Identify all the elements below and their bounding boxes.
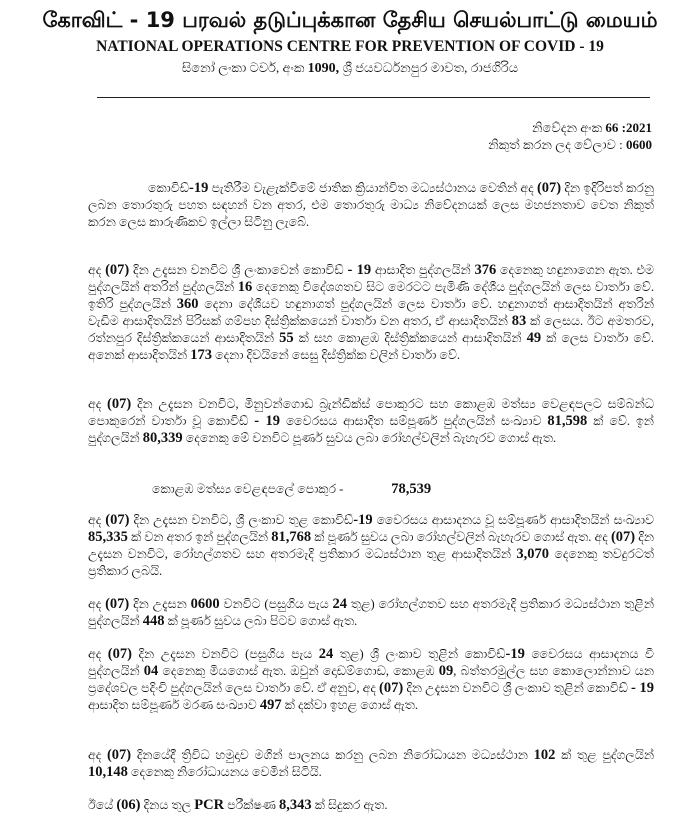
cluster-row — [152, 481, 431, 498]
header-title-english: NATIONAL OPERATIONS CENTRE FOR PREVENTION OF COVID - 19 — [96, 38, 604, 55]
highlighted-figure: (07) — [105, 596, 130, 612]
paragraph-text: ක් ලෙස වාර්තා වේ. අනෙක් ආසාදිතයින් — [88, 331, 655, 362]
paragraph-text: වෛරසය ආසාදිත සම්පූර්ණ පුද්ගලයින් සංඛ්‍යාව — [280, 414, 548, 428]
paragraph-text: දින උදැසන වනවිට, ශ්‍රී ලංකාව තුළ කොවිඩ් — [129, 513, 354, 527]
paragraph-text: දෙනෙකු තවදුරටත් ප්‍රතිකාර ලබයි. — [88, 547, 654, 578]
paragraph-text: දින උදැසන වනවිට ශ්‍රී ලංකාවෙන් කොවිඩ් — [129, 263, 348, 277]
paragraph-text: දෙනෙකු නිරෝධායනය වෙමින් සිටියි. — [127, 765, 322, 779]
header-address — [0, 60, 700, 77]
paragraph-recoveries — [88, 596, 654, 630]
paragraph-text: ආසාදිත සම්පූර්ණ මරණ සංඛ්‍යාව — [88, 698, 260, 712]
highlighted-figure: 49 — [526, 330, 542, 346]
highlighted-figure: (07) — [107, 646, 132, 662]
paragraph-text: ඊයේ — [88, 798, 117, 812]
highlighted-figure: PCR — [194, 797, 225, 813]
paragraph-total-cases — [88, 512, 654, 580]
paragraph-text: දින උදැසන — [129, 597, 191, 611]
paragraph-text: තුළ) ශ්‍රී ලංකාව තුළින් කොවිඩ් — [333, 647, 506, 661]
paragraph-text: පරීක්ෂණ — [224, 798, 279, 812]
paragraph-text: වෛරසය ආසාදනය වී පුද්ගලයින් — [88, 647, 654, 678]
paragraph-text: දින උදැසන වනවිට ශ්‍රී ලංකාව තුළින් කොවිඩ් — [403, 681, 632, 695]
paragraph-pcr — [88, 797, 654, 814]
paragraph-intro — [88, 180, 654, 231]
cluster-value: 78,539 — [391, 481, 432, 497]
cluster-label: කොළඹ මත්ස්‍ය වෙළඳපලේ පොකුර - — [152, 482, 344, 496]
highlighted-figure: 24 — [318, 646, 334, 662]
highlighted-figure: (07) — [536, 180, 562, 196]
highlighted-figure: 10,148 — [88, 764, 128, 780]
release-number — [532, 120, 652, 136]
highlighted-figure: 448 — [142, 613, 165, 629]
paragraph-quarantine — [88, 747, 654, 781]
highlighted-figure: 85,335 — [88, 529, 128, 545]
header-title-tamil: கோவிட் - 19 பரவல் தடுப்புக்கான தேசிய செயல்பாட்டு மையம் — [42, 8, 658, 32]
highlighted-figure: 102 — [533, 747, 556, 763]
paragraph-text: වනවිට (පසුගිය පැය — [219, 597, 333, 611]
highlighted-figure: 24 — [332, 596, 348, 612]
header-divider — [97, 97, 650, 98]
highlighted-figure: 173 — [190, 347, 212, 363]
release-value: 66 :2021 — [605, 120, 652, 135]
highlighted-figure: 83 — [511, 313, 527, 329]
highlighted-figure: 80,339 — [142, 430, 183, 446]
address-part: ශ්‍රී ජයවර්ධනපුර මාවත, රාජගිරිය — [342, 60, 519, 75]
highlighted-figure: 81,598 — [547, 413, 588, 429]
paragraph-text: ආසාදිත පුද්ගලයින් — [371, 263, 475, 277]
paragraph-text: ක් වේ. ඉන් පුද්ගලයින් — [88, 414, 654, 445]
highlighted-figure: 3,070 — [516, 546, 549, 562]
highlighted-figure: (07) — [610, 529, 636, 545]
address-number: 1090, — [307, 61, 343, 76]
highlighted-figure: (06) — [116, 797, 141, 813]
paragraph-text: ක් තුළ පුද්ගලයින් — [555, 748, 654, 762]
paragraph-text: ක් සහ කොළඹ දිස්ත්‍රික්කයෙන් ආසාදිතයින් — [293, 331, 527, 345]
highlighted-figure: -19 — [189, 180, 209, 196]
address-part: සිනෝ ලංකා ටවර්, අංක — [181, 60, 308, 75]
paragraph-text: වෛරසය ආසාදනය වූ සම්පූර්ණ ආසාදිතයින් සංඛ්‍යාව — [372, 513, 654, 527]
highlighted-figure: (07) — [105, 512, 130, 528]
paragraph-text: දින උදැසන වනවිට, මිනුවන්ගොඩ බ්‍රැන්ඩික්ස් පොකුරට සහ කොළඹ මත්ස්‍ය වෙළඳපලට සම්බන්ධ පොකුරෙන් වාර්තා වූ කොවිඩ් — [88, 397, 654, 428]
paragraph-text: දෙනා දේශීයව හඳුනාගත් පුද්ගලයින් ලෙස වාර්තා වේ. හඳුනාගත් ආසාදිතයින් අතරින් වැඩිම ආසාදිතයින් පිරිසක් ගම්පහ දිස්ත්‍රික්කයෙන් වාර්තා වන අතර, ඒ ආසාදිතයින් — [88, 297, 655, 328]
highlighted-figure: 04 — [143, 663, 159, 679]
highlighted-figure: (07) — [379, 680, 404, 696]
paragraph-text: ක් සිදුකර ඇත. — [311, 798, 388, 812]
highlighted-figure: - 19 — [347, 262, 372, 278]
time-label: නිකුත් කරන ලද වේලාව : — [488, 137, 626, 152]
paragraph-text: දෙනෙකු හඳුනාගෙන ඇත. එම පුද්ගලයින් අතරින් පුද්ගලයින් — [88, 263, 654, 294]
paragraph-text: දෙනෙකු මියගොස් ඇත. ඔවුන් දොඩම්ගොඩ, කොළඹ — [158, 664, 439, 678]
paragraph-deaths — [88, 646, 654, 714]
paragraph-text: ක් පූර්ණ සුවය ලබා රෝහල්වලින් බැහැරව ගොස් ඇත. අද — [311, 530, 611, 544]
paragraph-text: තුළ) රෝහල්ගතව සහ අතරමැදි ප්‍රතිකාර මධ්‍යස්ථාන තුළින් පුද්ගලයින් — [88, 597, 654, 628]
paragraph-text: දෙනෙකු විදේශගතව සිට මෙරටට පැමිණි දේශීය පුද්ගලයින් ලෙස වාර්තා වේ. ඉතිරි පුද්ගලයින් — [88, 280, 654, 311]
release-time — [488, 137, 652, 153]
highlighted-figure: 0600 — [190, 596, 220, 612]
paragraph-clusters — [88, 396, 654, 447]
highlighted-figure: 360 — [176, 296, 199, 312]
highlighted-figure: 8,343 — [279, 797, 312, 813]
highlighted-figure: 497 — [259, 697, 282, 713]
paragraph-text: දින උදැසන වනවිට, රෝහල්ගතව සහ අතරමැදි ප්‍රතිකාර මධ්‍යස්ථාන තුළ ආසාදිතයින් — [88, 530, 654, 561]
highlighted-figure: - 19 — [254, 413, 281, 429]
highlighted-figure: - 19 — [631, 680, 654, 696]
paragraph-text: දිනය තුල — [140, 798, 195, 812]
time-value: 0600 — [626, 137, 652, 152]
paragraph-text: ක් පූර්ණ සුවය ලබා පිටව ගොස් ඇත. — [164, 614, 358, 628]
paragraph-text: අද — [88, 748, 107, 762]
paragraph-text: , බත්තරමුල්ල සහ කොලොන්නාව යන ප්‍රදේශවල පදිංචි පුද්ගලයින් ලෙස වාර්තා වේ. ඒ අනුව, අද — [88, 664, 654, 695]
highlighted-figure: -19 — [353, 512, 373, 528]
paragraph-text: දින උදැසන වනවිට (පසුගිය පැය — [131, 647, 319, 661]
paragraph-text: අද — [88, 647, 108, 661]
highlighted-figure: 16 — [237, 279, 253, 295]
paragraph-text: අද — [88, 263, 106, 277]
paragraph-text: ක් ලෙසය. ඊට අමතරව, රත්නපුර දිස්ත්‍රික්කයෙන් ආසාදිතයින් — [88, 314, 654, 345]
paragraph-text: අද — [88, 597, 106, 611]
highlighted-figure: 09 — [438, 663, 454, 679]
release-label: නිවේදන අංක — [531, 120, 606, 135]
paragraph-text: පැතිරීම වැළැක්වීමේ ජාතික ක්‍රියාන්විත මධ්‍යස්ථානය වෙතින් අද — [208, 181, 537, 195]
highlighted-figure: (07) — [107, 396, 132, 412]
highlighted-figure: 376 — [474, 262, 497, 278]
paragraph-text: අද — [88, 513, 106, 527]
paragraph-text: කොවිඩ් — [148, 181, 190, 195]
highlighted-figure: 55 — [279, 330, 294, 346]
paragraph-text: අද — [88, 397, 108, 411]
highlighted-figure: (07) — [105, 262, 130, 278]
paragraph-text: ක් වන අතර ඉන් පුද්ගලයින් — [127, 530, 272, 544]
paragraph-text: ක් දක්වා ඉහළ ගොස් ඇත. — [281, 698, 419, 712]
highlighted-figure: (07) — [106, 747, 132, 763]
paragraph-text: දිනයේදී ත්‍රිවිධ හමුදාව මගින් පාලනය කරනු ලබන නිරෝධායන මධ්‍යස්ථාන — [131, 748, 534, 762]
highlighted-figure: 81,768 — [271, 529, 312, 545]
paragraph-text: දින ඉදිරිපත් කරනු ලබන තොරතුරු පහත සඳහන් වන අතර, එම තොරතුරු මාධ්‍ය නිවේදනයක් ලෙස මහජනතාව වෙත නිකුත් කරන ලෙස කාරුණිකව ඉල්ලා සිටිනු ලැබේ. — [88, 181, 655, 229]
paragraph-new-cases — [88, 262, 654, 364]
paragraph-text: දෙනෙකු මේ වනවිට පූර්ණ සුවය ලබා රෝහල්වලින් බැහැරව ගොස් ඇත. — [182, 431, 557, 445]
paragraph-text: දෙනා දිවයිනේ සෙසු දිස්ත්‍රික්ක වලින් වාර්තා වේ. — [211, 348, 461, 362]
highlighted-figure: -19 — [505, 646, 525, 662]
